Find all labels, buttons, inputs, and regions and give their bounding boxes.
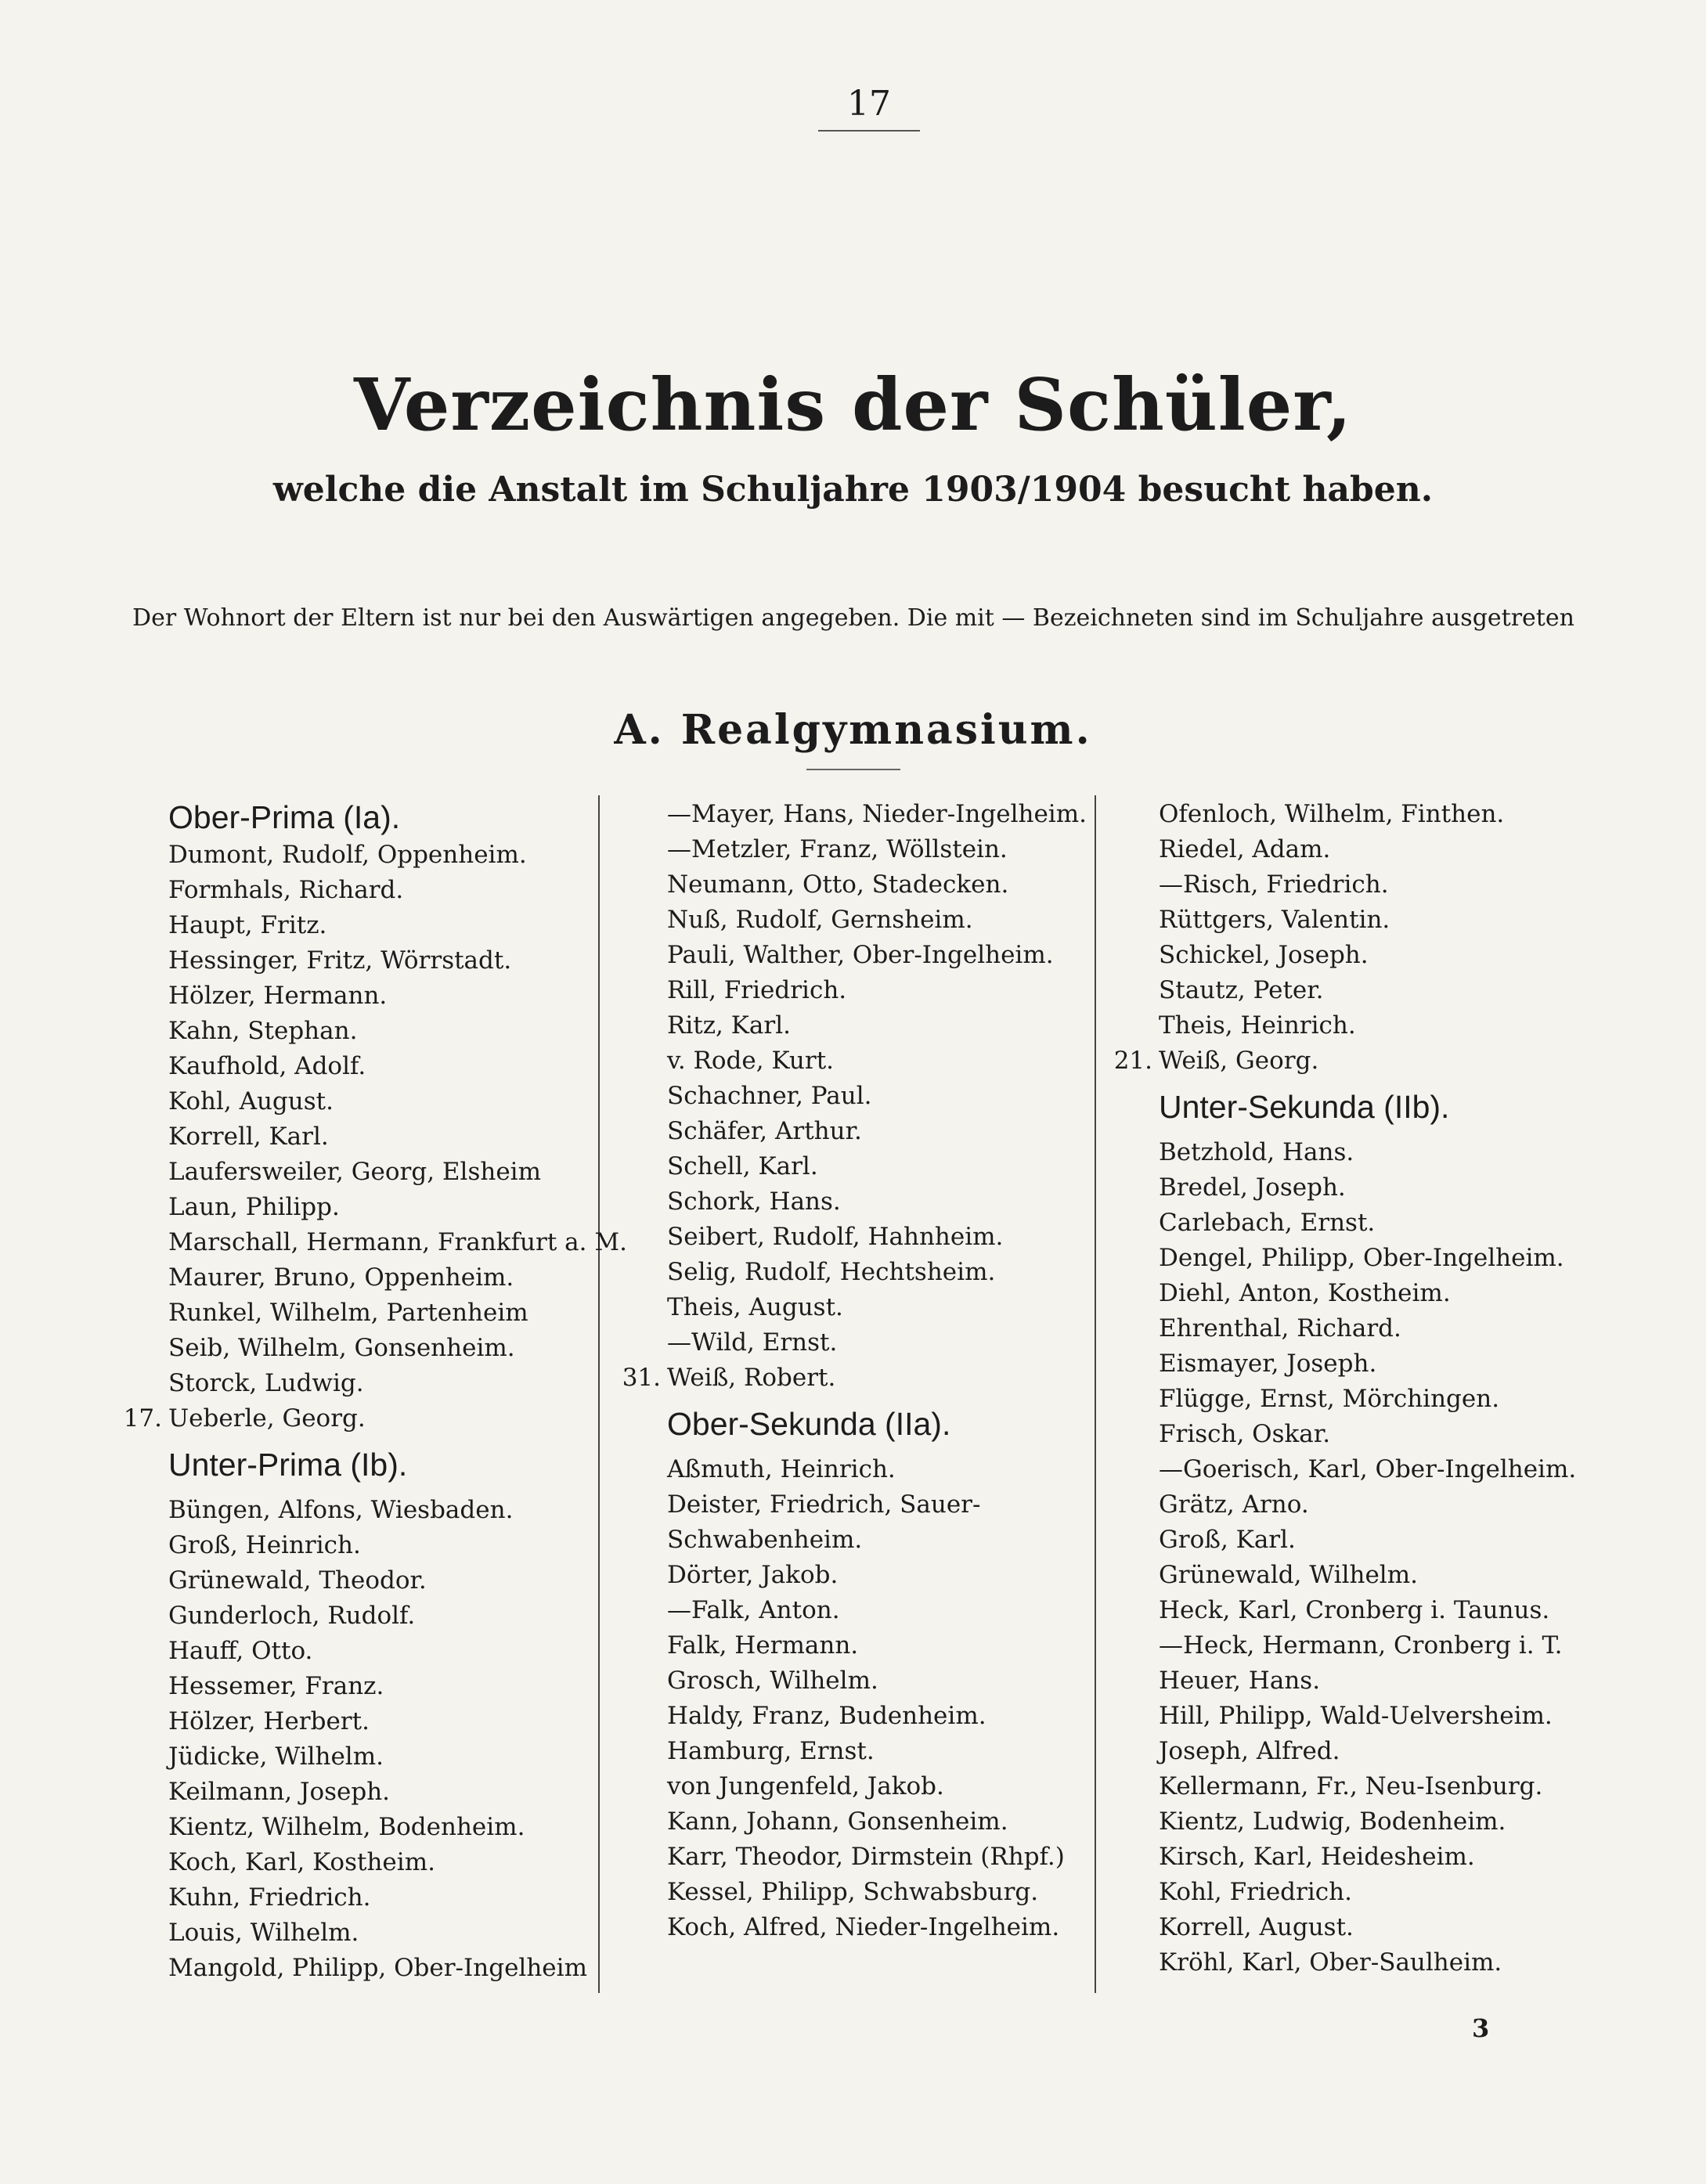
student-name: Seib, Wilhelm, Gonsenheim. [168,1334,515,1362]
student-name: Grünewald, Theodor. [168,1566,427,1595]
student-entry [667,1325,1090,1360]
student-name: Neumann, Otto, Stadecken. [667,870,1009,899]
entry-count: 17. [123,1404,162,1433]
student-entry [168,1669,591,1704]
student-name: Pauli, Walther, Ober-Ingelheim. [667,941,1054,969]
student-entry [1159,1769,1597,1804]
signature-mark: 3 [1472,2013,1490,2043]
class-heading: Unter-Prima (Ib). [168,1447,408,1483]
student-name: Hamburg, Ernst. [667,1737,875,1765]
student-name: Storck, Ludwig. [168,1369,364,1397]
student-entry [1159,832,1597,867]
student-entry [1159,1135,1597,1170]
column-2 [622,797,1090,1945]
student-entry [168,1916,591,1951]
student-entry [1159,1523,1597,1558]
student-name: Grosch, Wilhelm. [667,1667,878,1695]
student-entry [1159,1206,1597,1241]
student-name: Falk, Hermann. [667,1631,859,1660]
student-name: Deister, Friedrich, Sauer- [667,1490,981,1519]
student-entry [667,832,1090,867]
student-entry [168,1260,591,1296]
student-entry [1159,1382,1597,1417]
student-entry [1159,1241,1597,1276]
student-name: —Heck, Hermann, Cronberg i. T. [1159,1631,1563,1660]
student-entry [667,1184,1090,1220]
column-3 [1113,797,1597,1980]
entry-count: 21. [1113,1047,1152,1075]
student-name: Korrell, August. [1159,1913,1354,1941]
student-name: Schickel, Joseph. [1159,941,1369,969]
student-name: Dörter, Jakob. [667,1561,839,1589]
student-entry [1159,1699,1597,1734]
student-name: Diehl, Anton, Kostheim. [1159,1279,1451,1307]
student-name: v. Rode, Kurt. [667,1047,835,1075]
student-entry [1159,1945,1597,1980]
student-entry [168,1155,591,1190]
student-name: —Mayer, Hans, Nieder-Ingelheim. [667,800,1087,828]
student-name: Theis, August. [667,1293,843,1321]
student-name: Kientz, Ludwig, Bodenheim. [1159,1807,1506,1836]
page-title: Verzeichnis der Schüler, [353,362,1353,447]
student-entry [667,1149,1090,1184]
student-name: Maurer, Bruno, Oppenheim. [168,1263,514,1292]
student-entry [667,1663,1090,1699]
student-name: Kaufhold, Adolf. [168,1052,366,1080]
student-entry [667,1558,1090,1593]
student-entry [1159,973,1597,1008]
student-entry [667,1734,1090,1769]
student-name: Mangold, Philipp, Ober-Ingelheim [168,1954,587,1982]
student-name: Hauff, Otto. [168,1637,313,1665]
student-name: —Risch, Friedrich. [1159,870,1389,899]
student-name: Laufersweiler, Georg, Elsheim [168,1158,541,1186]
column-divider-1 [598,795,600,1993]
student-entry [168,1049,591,1084]
student-name: Betzhold, Hans. [1159,1138,1354,1166]
student-entry [168,1225,627,1260]
student-entry [1159,1804,1597,1840]
student-name: Bredel, Joseph. [1159,1173,1346,1202]
student-entry [1159,1311,1597,1346]
student-entry [667,973,1090,1008]
student-entry [168,1014,591,1049]
student-entry [168,1634,591,1669]
class-heading: Unter-Sekunda (IIb). [1159,1089,1450,1125]
student-name: Jüdicke, Wilhelm. [168,1743,384,1771]
student-name: Selig, Rudolf, Hechtsheim. [667,1258,996,1286]
student-entry [168,1598,591,1634]
student-entry [667,1114,1090,1149]
student-entry [667,1523,1090,1558]
student-name: Ofenloch, Wilhelm, Finthen. [1159,800,1505,828]
student-entry [168,1880,591,1916]
page-number: 17 [847,84,891,124]
student-entry [168,1951,591,1986]
student-name: —Wild, Ernst. [667,1328,838,1357]
student-entry [667,1628,1090,1663]
entry-count: 31. [622,1364,661,1392]
student-name: Formhals, Richard. [168,876,404,904]
student-name: Flügge, Ernst, Mörchingen. [1159,1385,1500,1413]
student-entry [667,1875,1090,1910]
student-name: Ritz, Karl. [667,1011,791,1040]
student-entry [1159,1910,1597,1945]
student-entry [168,1296,591,1331]
student-entry [1159,1417,1597,1452]
student-name: Kahn, Stephan. [168,1017,358,1045]
student-name: Kohl, August. [168,1087,334,1115]
student-entry [667,1804,1090,1840]
student-entry [168,1563,591,1598]
student-entry [168,908,591,943]
student-name: Joseph, Alfred. [1159,1737,1340,1765]
student-entry [667,1769,1090,1804]
student-entry [667,938,1090,973]
student-entry [1159,1558,1597,1593]
section-rule [806,769,900,770]
student-name: —Falk, Anton. [667,1596,840,1624]
student-name: Weiß, Robert. [667,1364,836,1392]
student-entry [168,978,591,1014]
student-name: Heck, Karl, Cronberg i. Taunus. [1159,1596,1550,1624]
student-name: Kientz, Wilhelm, Bodenheim. [168,1813,525,1841]
student-name: Rill, Friedrich. [667,976,847,1004]
student-name: Dengel, Philipp, Ober-Ingelheim. [1159,1244,1564,1272]
student-entry [667,1220,1090,1255]
student-entry [168,1739,591,1775]
student-name: Schäfer, Arthur. [667,1117,862,1145]
student-entry [1159,1734,1597,1769]
student-name: Grätz, Arno. [1159,1490,1309,1519]
student-entry [1159,1840,1597,1875]
student-entry [667,1452,1090,1487]
student-name: Korrell, Karl. [168,1123,329,1151]
student-entry [1159,1346,1597,1382]
student-entry [667,1699,1090,1734]
student-name: Nuß, Rudolf, Gernsheim. [667,906,973,934]
student-name: Frisch, Oskar. [1159,1420,1331,1448]
student-name: Schork, Hans. [667,1188,841,1216]
student-name: Keilmann, Joseph. [168,1778,391,1806]
student-entry [1159,867,1597,903]
student-entry [1159,797,1597,832]
student-name: Büngen, Alfons, Wiesbaden. [168,1496,514,1524]
student-entry [123,1401,591,1436]
student-name: Koch, Karl, Kostheim. [168,1848,435,1876]
student-entry [667,1255,1090,1290]
student-entry [1113,1043,1597,1079]
student-entry [168,1704,591,1739]
student-entry [168,1084,591,1119]
student-name: Koch, Alfred, Nieder-Ingelheim. [667,1913,1060,1941]
student-entry [1159,1170,1597,1206]
student-name: Haupt, Fritz. [168,911,327,939]
student-entry [168,1366,591,1401]
student-name: Runkel, Wilhelm, Partenheim [168,1299,528,1327]
student-name: Groß, Karl. [1159,1526,1296,1554]
student-entry [667,1290,1090,1325]
student-name: Haldy, Franz, Budenheim. [667,1702,986,1730]
student-name: Carlebach, Ernst. [1159,1209,1376,1237]
page-subtitle: welche die Anstalt im Schuljahre 1903/1904 besucht haben. [272,470,1434,510]
student-name: Hessemer, Franz. [168,1672,384,1700]
class-heading: Ober-Sekunda (IIa). [667,1406,951,1442]
student-entry [1159,1008,1597,1043]
student-entry [168,1845,591,1880]
student-entry [1159,938,1597,973]
student-name: Kröhl, Karl, Ober-Saulheim. [1159,1948,1502,1977]
student-entry [1159,1276,1597,1311]
student-entry [667,1079,1090,1114]
student-name: Karr, Theodor, Dirmstein (Rhpf.) [667,1843,1065,1871]
student-entry [667,797,1090,832]
student-entry [667,1593,1090,1628]
student-entry [667,903,1090,938]
student-name: Marschall, Hermann, Frankfurt a. M. [168,1228,627,1256]
student-entry [168,873,591,908]
student-name: Rüttgers, Valentin. [1159,906,1390,934]
column-1 [123,797,627,1986]
student-entry [667,1008,1090,1043]
student-name: Theis, Heinrich. [1159,1011,1356,1040]
student-name: Louis, Wilhelm. [168,1919,359,1947]
class-heading: Ober-Prima (Ia). [168,799,401,835]
student-entry [168,838,591,873]
student-entry [1159,1663,1597,1699]
student-entry [168,1119,591,1155]
student-name: Seibert, Rudolf, Hahnheim. [667,1223,1004,1251]
student-entry [168,943,591,978]
student-name: Stautz, Peter. [1159,976,1324,1004]
student-name: Kirsch, Karl, Heidesheim. [1159,1843,1475,1871]
student-entry [667,1487,1090,1523]
student-name: Schwabenheim. [667,1526,863,1554]
student-name: Ehrenthal, Richard. [1159,1314,1401,1342]
student-name: Groß, Heinrich. [168,1531,361,1559]
student-entry [667,1043,1090,1079]
student-name: von Jungenfeld, Jakob. [667,1772,944,1800]
student-name: Aßmuth, Heinrich. [667,1455,896,1483]
student-name: Hölzer, Herbert. [168,1707,370,1735]
student-entry [1159,1628,1597,1663]
student-name: Kessel, Philipp, Schwabsburg. [667,1878,1039,1906]
student-name: Gunderloch, Rudolf. [168,1602,416,1630]
student-name: Hill, Philipp, Wald-Uelversheim. [1159,1702,1553,1730]
student-name: Schell, Karl. [667,1152,818,1180]
section-title: A. Realgymnasium. [614,706,1092,754]
student-name: Eismayer, Joseph. [1159,1350,1377,1378]
student-name: Hessinger, Fritz, Wörrstadt. [168,946,512,975]
student-entry [1159,1452,1597,1487]
student-name: —Metzler, Franz, Wöllstein. [667,835,1008,863]
student-name: Grünewald, Wilhelm. [1159,1561,1418,1589]
student-entry [667,867,1090,903]
student-name: Kellermann, Fr., Neu-Isenburg. [1159,1772,1543,1800]
student-entry [622,1360,1090,1396]
student-name: Laun, Philipp. [168,1193,340,1221]
student-entry [168,1775,591,1810]
student-name: Heuer, Hans. [1159,1667,1321,1695]
student-name: Kuhn, Friedrich. [168,1883,371,1912]
student-name: —Goerisch, Karl, Ober-Ingelheim. [1159,1455,1577,1483]
student-entry [667,1910,1090,1945]
explanatory-note: Der Wohnort der Eltern ist nur bei den Auswärtigen angegeben. Die mit — Bezeichneten sind im Schuljahre ausgetreten [132,604,1574,632]
student-name: Weiß, Georg. [1159,1047,1319,1075]
student-name: Kohl, Friedrich. [1159,1878,1352,1906]
student-name: Hölzer, Hermann. [168,982,388,1010]
page-number-rule [818,130,920,132]
student-name: Dumont, Rudolf, Oppenheim. [168,841,527,869]
student-name: Ueberle, Georg. [168,1404,366,1433]
student-name: Schachner, Paul. [667,1082,872,1110]
student-name: Kann, Johann, Gonsenheim. [667,1807,1008,1836]
student-entry [1159,903,1597,938]
student-entry [168,1810,591,1845]
student-entry [168,1493,591,1528]
student-entry [1159,1593,1597,1628]
student-entry [667,1840,1090,1875]
student-entry [1159,1487,1597,1523]
column-divider-2 [1095,795,1096,1993]
student-entry [168,1331,591,1366]
student-entry [168,1528,591,1563]
student-entry [1159,1875,1597,1910]
student-name: Riedel, Adam. [1159,835,1331,863]
student-entry [168,1190,591,1225]
